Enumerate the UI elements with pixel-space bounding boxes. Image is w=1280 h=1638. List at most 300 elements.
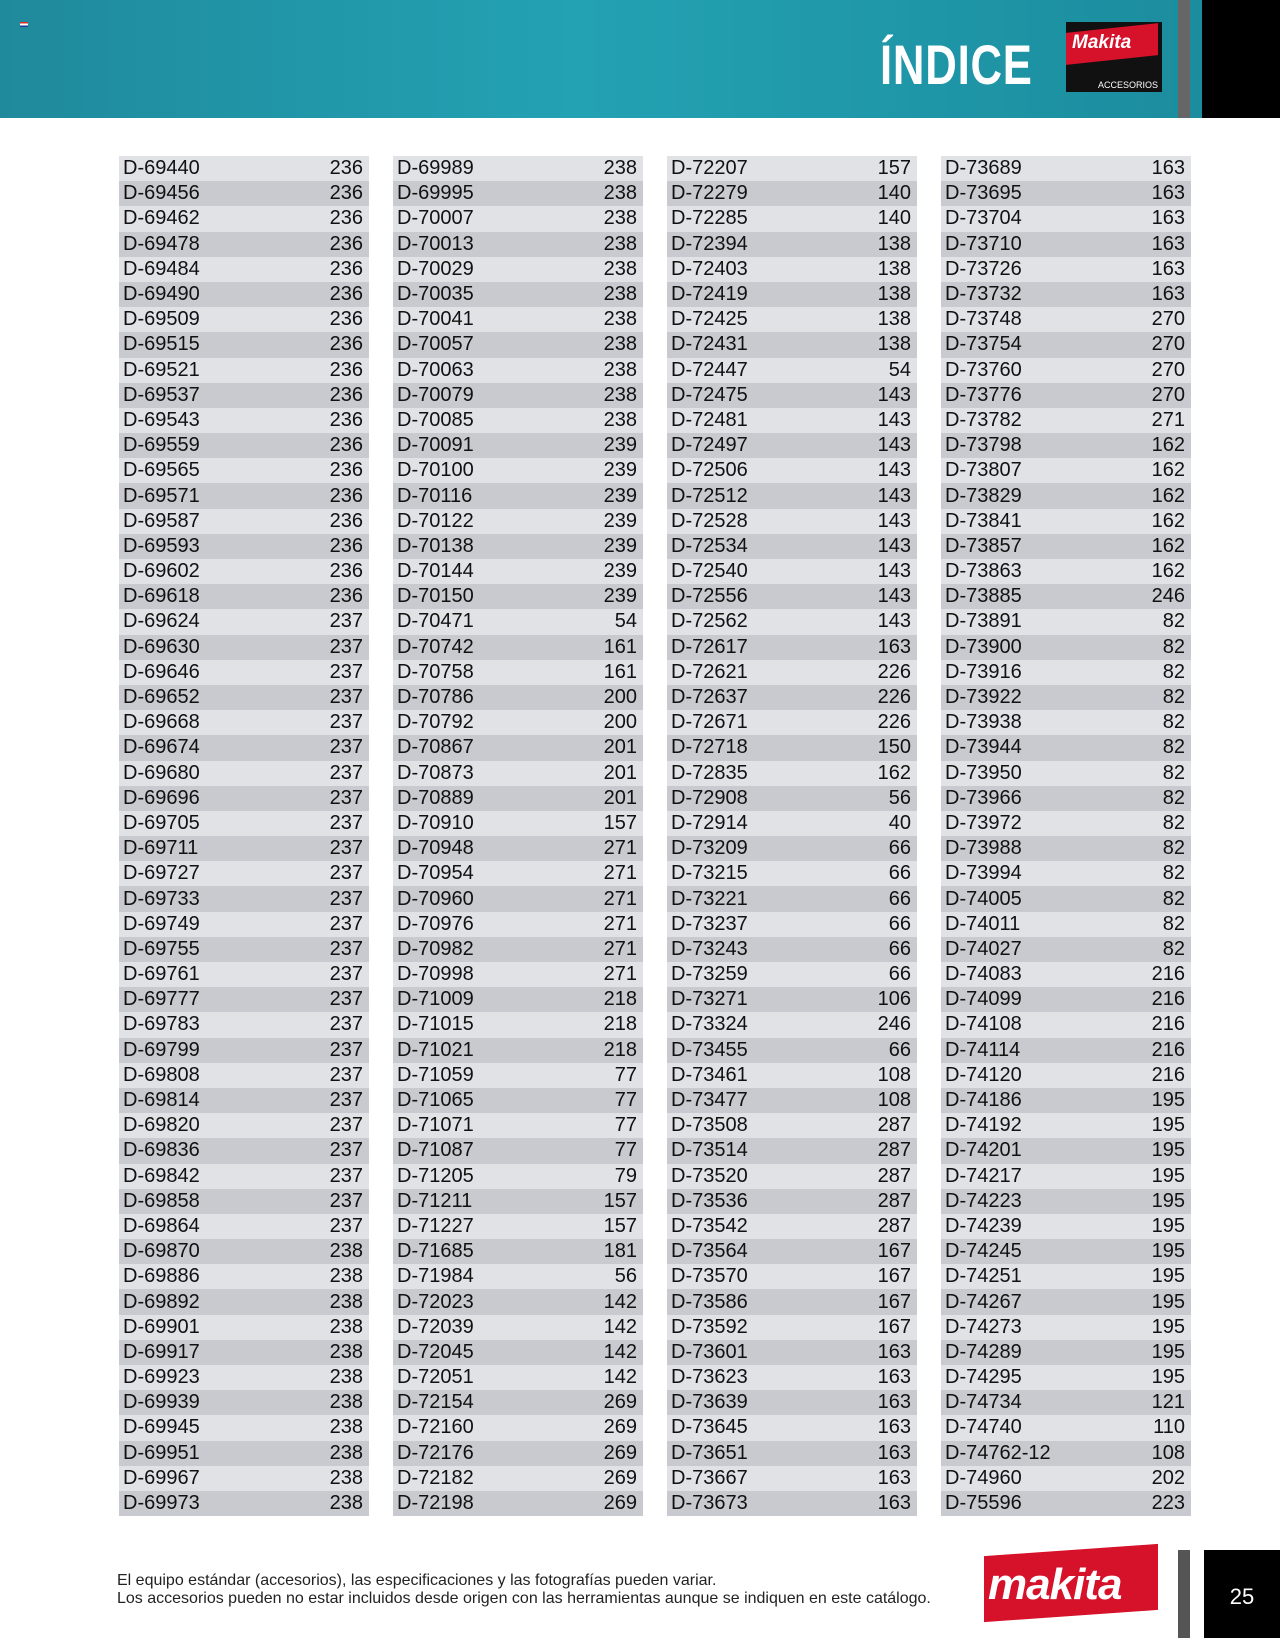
part-code: D-69624 bbox=[123, 610, 200, 633]
part-code: D-69995 bbox=[397, 182, 474, 205]
index-row bbox=[941, 559, 1191, 584]
index-row bbox=[119, 660, 369, 685]
index-row bbox=[667, 710, 917, 735]
part-code: D-69509 bbox=[123, 308, 200, 331]
index-row bbox=[941, 1415, 1191, 1440]
part-code: D-72039 bbox=[397, 1315, 474, 1338]
index-row bbox=[667, 1189, 917, 1214]
page-ref: 157 bbox=[603, 811, 637, 834]
part-code: D-69490 bbox=[123, 283, 200, 306]
part-code: D-74239 bbox=[945, 1214, 1022, 1237]
page-ref: 239 bbox=[603, 509, 637, 532]
index-row bbox=[393, 660, 643, 685]
part-code: D-72481 bbox=[671, 408, 748, 431]
index-row bbox=[393, 1466, 643, 1491]
index-row bbox=[393, 635, 643, 660]
page-ref: 270 bbox=[1151, 383, 1185, 406]
part-code: D-72556 bbox=[671, 585, 748, 608]
page-ref: 269 bbox=[603, 1492, 637, 1515]
index-row bbox=[667, 685, 917, 710]
page-ref: 77 bbox=[614, 1089, 637, 1112]
index-row bbox=[941, 1164, 1191, 1189]
page-ref: 239 bbox=[603, 459, 637, 482]
page-ref: 238 bbox=[329, 1466, 363, 1489]
page-ref: 162 bbox=[1151, 484, 1185, 507]
part-code: D-69565 bbox=[123, 459, 200, 482]
index-row bbox=[667, 912, 917, 937]
index-row bbox=[393, 1113, 643, 1138]
part-code: D-69587 bbox=[123, 509, 200, 532]
disclaimer-line-1: El equipo estándar (accesorios), las especificaciones y las fotografías pueden variar. bbox=[117, 1572, 717, 1589]
page-ref: 236 bbox=[329, 560, 363, 583]
page-ref: 163 bbox=[877, 1416, 911, 1439]
index-row bbox=[393, 1340, 643, 1365]
page-ref: 142 bbox=[603, 1340, 637, 1363]
index-row bbox=[119, 912, 369, 937]
index-row bbox=[119, 181, 369, 206]
part-code: D-74120 bbox=[945, 1063, 1022, 1086]
index-row bbox=[941, 383, 1191, 408]
index-row bbox=[667, 257, 917, 282]
index-row bbox=[393, 1415, 643, 1440]
index-row bbox=[119, 987, 369, 1012]
page-ref: 271 bbox=[603, 887, 637, 910]
page-ref: 82 bbox=[1162, 786, 1185, 809]
index-row bbox=[393, 1239, 643, 1264]
index-row bbox=[393, 332, 643, 357]
part-code: D-73477 bbox=[671, 1089, 748, 1112]
part-code: D-72419 bbox=[671, 283, 748, 306]
page-ref: 66 bbox=[888, 837, 911, 860]
page-ref: 108 bbox=[877, 1063, 911, 1086]
part-code: D-72182 bbox=[397, 1466, 474, 1489]
page-ref: 239 bbox=[603, 434, 637, 457]
part-code: D-73209 bbox=[671, 837, 748, 860]
index-row bbox=[667, 1315, 917, 1340]
index-row bbox=[667, 811, 917, 836]
page-ref: 82 bbox=[1162, 937, 1185, 960]
part-code: D-74762-12 bbox=[945, 1441, 1051, 1464]
page-ref: 237 bbox=[329, 660, 363, 683]
part-code: D-70976 bbox=[397, 912, 474, 935]
index-row bbox=[119, 1088, 369, 1113]
part-code: D-69696 bbox=[123, 786, 200, 809]
part-code: D-73704 bbox=[945, 207, 1022, 230]
index-row bbox=[119, 307, 369, 332]
page-ref: 236 bbox=[329, 358, 363, 381]
index-row bbox=[119, 1012, 369, 1037]
index-row bbox=[941, 1113, 1191, 1138]
page-ref: 195 bbox=[1151, 1315, 1185, 1338]
index-row bbox=[393, 1441, 643, 1466]
part-code: D-73667 bbox=[671, 1466, 748, 1489]
part-code: D-72425 bbox=[671, 308, 748, 331]
makita-logo-text: Makita bbox=[1072, 32, 1132, 53]
index-row bbox=[393, 358, 643, 383]
index-row bbox=[667, 1365, 917, 1390]
page-ref: 237 bbox=[329, 837, 363, 860]
part-code: D-71227 bbox=[397, 1214, 474, 1237]
index-row bbox=[667, 181, 917, 206]
index-row bbox=[941, 1315, 1191, 1340]
page-ref: 143 bbox=[877, 408, 911, 431]
part-code: D-69836 bbox=[123, 1139, 200, 1162]
index-row bbox=[393, 232, 643, 257]
page-ref: 195 bbox=[1151, 1366, 1185, 1389]
page-ref: 110 bbox=[1153, 1416, 1185, 1439]
part-code: D-70041 bbox=[397, 308, 474, 331]
index-row bbox=[119, 1441, 369, 1466]
index-row bbox=[119, 1365, 369, 1390]
index-row bbox=[119, 383, 369, 408]
part-code: D-72718 bbox=[671, 736, 748, 759]
part-code: D-73455 bbox=[671, 1038, 748, 1061]
page-ref: 161 bbox=[603, 660, 637, 683]
part-code: D-69652 bbox=[123, 686, 200, 709]
page-ref: 236 bbox=[329, 182, 363, 205]
page-ref: 40 bbox=[888, 811, 911, 834]
part-code: D-73754 bbox=[945, 333, 1022, 356]
page-ref: 236 bbox=[329, 232, 363, 255]
part-code: D-69668 bbox=[123, 711, 200, 734]
part-code: D-69886 bbox=[123, 1265, 200, 1288]
page-ref: 56 bbox=[614, 1265, 637, 1288]
part-code: D-72914 bbox=[671, 811, 748, 834]
page-ref: 163 bbox=[1151, 157, 1185, 180]
page-ref: 66 bbox=[888, 1038, 911, 1061]
part-code: D-73829 bbox=[945, 484, 1022, 507]
page-ref: 200 bbox=[603, 711, 637, 734]
page-ref: 106 bbox=[877, 988, 911, 1011]
page-ref: 150 bbox=[877, 736, 911, 759]
index-row bbox=[119, 559, 369, 584]
part-code: D-72540 bbox=[671, 560, 748, 583]
index-column-4 bbox=[941, 156, 1191, 1516]
index-row bbox=[119, 257, 369, 282]
part-code: D-70122 bbox=[397, 509, 474, 532]
part-code: D-75596 bbox=[945, 1492, 1022, 1515]
part-code: D-69755 bbox=[123, 937, 200, 960]
index-row bbox=[119, 1340, 369, 1365]
page-ref: 236 bbox=[329, 509, 363, 532]
part-code: D-73508 bbox=[671, 1114, 748, 1137]
page-ref: 270 bbox=[1151, 333, 1185, 356]
index-row bbox=[667, 735, 917, 760]
index-row bbox=[941, 635, 1191, 660]
index-row bbox=[667, 1113, 917, 1138]
index-row bbox=[941, 232, 1191, 257]
page-ref: 200 bbox=[603, 686, 637, 709]
part-code: D-70150 bbox=[397, 585, 474, 608]
page-ref: 238 bbox=[329, 1265, 363, 1288]
index-row bbox=[393, 1063, 643, 1088]
index-row bbox=[941, 1138, 1191, 1163]
page-ref: 138 bbox=[877, 283, 911, 306]
part-code: D-73988 bbox=[945, 837, 1022, 860]
index-row bbox=[667, 635, 917, 660]
page-ref: 237 bbox=[329, 1063, 363, 1086]
part-code: D-70792 bbox=[397, 711, 474, 734]
index-row bbox=[393, 1088, 643, 1113]
part-code: D-73748 bbox=[945, 308, 1022, 331]
part-code: D-70116 bbox=[397, 484, 473, 507]
index-row bbox=[393, 685, 643, 710]
page-ref: 195 bbox=[1151, 1265, 1185, 1288]
page-ref: 163 bbox=[877, 1492, 911, 1515]
index-row bbox=[667, 836, 917, 861]
page-ref: 143 bbox=[877, 383, 911, 406]
index-row bbox=[667, 1063, 917, 1088]
index-row bbox=[393, 786, 643, 811]
index-row bbox=[393, 383, 643, 408]
part-code: D-70013 bbox=[397, 232, 474, 255]
part-code: D-73916 bbox=[945, 660, 1022, 683]
page-ref: 82 bbox=[1162, 761, 1185, 784]
page-ref: 195 bbox=[1151, 1114, 1185, 1137]
index-row bbox=[941, 458, 1191, 483]
page-ref: 142 bbox=[603, 1290, 637, 1313]
index-row bbox=[393, 1491, 643, 1516]
page-ref: 218 bbox=[603, 1038, 637, 1061]
index-row bbox=[119, 836, 369, 861]
index-row bbox=[119, 1390, 369, 1415]
part-code: D-73732 bbox=[945, 283, 1022, 306]
page-ref: 237 bbox=[329, 686, 363, 709]
part-code: D-72528 bbox=[671, 509, 748, 532]
page-ref: 287 bbox=[877, 1164, 911, 1187]
page-ref: 271 bbox=[603, 963, 637, 986]
index-row bbox=[941, 156, 1191, 181]
part-code: D-69799 bbox=[123, 1038, 200, 1061]
part-code: D-73841 bbox=[945, 509, 1022, 532]
page-ref: 238 bbox=[603, 182, 637, 205]
index-row bbox=[119, 1491, 369, 1516]
index-row bbox=[393, 458, 643, 483]
part-code: D-73857 bbox=[945, 534, 1022, 557]
part-code: D-70742 bbox=[397, 635, 474, 658]
index-row bbox=[667, 761, 917, 786]
page-ref: 238 bbox=[603, 257, 637, 280]
page-ref: 167 bbox=[877, 1265, 911, 1288]
index-row bbox=[119, 1038, 369, 1063]
part-code: D-69462 bbox=[123, 207, 200, 230]
index-row bbox=[941, 257, 1191, 282]
header-black-block bbox=[1202, 0, 1280, 118]
page-ref: 82 bbox=[1162, 635, 1185, 658]
part-code: D-73695 bbox=[945, 182, 1022, 205]
index-row bbox=[941, 1214, 1191, 1239]
index-row bbox=[119, 1138, 369, 1163]
index-row bbox=[119, 408, 369, 433]
page-ref: 82 bbox=[1162, 736, 1185, 759]
page-ref: 82 bbox=[1162, 610, 1185, 633]
page-ref: 163 bbox=[1151, 182, 1185, 205]
part-code: D-73891 bbox=[945, 610, 1022, 633]
page-ref: 270 bbox=[1151, 308, 1185, 331]
index-row bbox=[941, 1441, 1191, 1466]
page-ref: 236 bbox=[329, 333, 363, 356]
page-ref: 236 bbox=[329, 207, 363, 230]
page-ref: 143 bbox=[877, 610, 911, 633]
part-code: D-72534 bbox=[671, 534, 748, 557]
index-row bbox=[119, 635, 369, 660]
index-row bbox=[119, 1239, 369, 1264]
index-row bbox=[667, 886, 917, 911]
part-code: D-73221 bbox=[671, 887, 748, 910]
part-code: D-73651 bbox=[671, 1441, 748, 1464]
index-row bbox=[667, 332, 917, 357]
page-ref: 66 bbox=[888, 862, 911, 885]
index-row bbox=[941, 408, 1191, 433]
index-row bbox=[941, 483, 1191, 508]
part-code: D-71211 bbox=[397, 1189, 473, 1212]
part-code: D-69537 bbox=[123, 383, 200, 406]
page-ref: 163 bbox=[877, 1366, 911, 1389]
page-ref: 238 bbox=[329, 1391, 363, 1414]
index-row bbox=[119, 206, 369, 231]
page-ref: 195 bbox=[1151, 1164, 1185, 1187]
part-code: D-74114 bbox=[945, 1038, 1021, 1061]
page-ref: 238 bbox=[329, 1315, 363, 1338]
page-ref: 271 bbox=[603, 937, 637, 960]
index-row bbox=[119, 1113, 369, 1138]
index-row bbox=[941, 886, 1191, 911]
part-code: D-74267 bbox=[945, 1290, 1022, 1313]
part-code: D-69521 bbox=[123, 358, 200, 381]
index-row bbox=[667, 1239, 917, 1264]
part-code: D-72497 bbox=[671, 434, 748, 457]
part-code: D-72671 bbox=[671, 711, 748, 734]
part-code: D-72562 bbox=[671, 610, 748, 633]
index-row bbox=[941, 1466, 1191, 1491]
page-ref: 202 bbox=[1151, 1466, 1185, 1489]
index-row bbox=[393, 886, 643, 911]
part-code: D-74734 bbox=[945, 1391, 1022, 1414]
part-code: D-74099 bbox=[945, 988, 1022, 1011]
part-code: D-73885 bbox=[945, 585, 1022, 608]
index-row bbox=[667, 383, 917, 408]
part-code: D-72621 bbox=[671, 660, 748, 683]
part-code: D-73461 bbox=[671, 1063, 748, 1086]
part-code: D-73570 bbox=[671, 1265, 748, 1288]
part-code: D-71015 bbox=[397, 1013, 474, 1036]
index-row bbox=[941, 1189, 1191, 1214]
index-row bbox=[393, 584, 643, 609]
part-code: D-69842 bbox=[123, 1164, 200, 1187]
index-row bbox=[941, 1365, 1191, 1390]
part-code: D-73639 bbox=[671, 1391, 748, 1414]
part-code: D-74289 bbox=[945, 1340, 1022, 1363]
index-row bbox=[667, 307, 917, 332]
index-row bbox=[667, 609, 917, 634]
part-code: D-72431 bbox=[671, 333, 748, 356]
index-row bbox=[941, 433, 1191, 458]
page-ref: 216 bbox=[1151, 988, 1185, 1011]
part-code: D-71009 bbox=[397, 988, 474, 1011]
index-row bbox=[667, 1012, 917, 1037]
part-code: D-73966 bbox=[945, 786, 1022, 809]
page-header bbox=[0, 0, 1280, 118]
part-code: D-69917 bbox=[123, 1340, 200, 1363]
page-ref: 226 bbox=[877, 660, 911, 683]
index-row bbox=[941, 937, 1191, 962]
page-ref: 162 bbox=[1151, 434, 1185, 457]
part-code: D-73215 bbox=[671, 862, 748, 885]
page-ref: 226 bbox=[877, 686, 911, 709]
page-ref: 269 bbox=[603, 1466, 637, 1489]
part-code: D-73900 bbox=[945, 635, 1022, 658]
part-code: D-69705 bbox=[123, 811, 200, 834]
index-row bbox=[119, 811, 369, 836]
page-ref: 82 bbox=[1162, 912, 1185, 935]
part-code: D-69515 bbox=[123, 333, 200, 356]
page-ref: 237 bbox=[329, 635, 363, 658]
part-code: D-73950 bbox=[945, 761, 1022, 784]
page-ref: 157 bbox=[603, 1189, 637, 1212]
page-ref: 238 bbox=[329, 1366, 363, 1389]
part-code: D-72637 bbox=[671, 686, 748, 709]
part-code: D-73798 bbox=[945, 434, 1022, 457]
part-code: D-69440 bbox=[123, 157, 200, 180]
part-code: D-70948 bbox=[397, 837, 474, 860]
part-code: D-72279 bbox=[671, 182, 748, 205]
part-code: D-72475 bbox=[671, 383, 748, 406]
part-code: D-69761 bbox=[123, 963, 200, 986]
index-row bbox=[941, 282, 1191, 307]
page-ref: 162 bbox=[1151, 459, 1185, 482]
index-row bbox=[941, 861, 1191, 886]
index-row bbox=[119, 761, 369, 786]
index-row bbox=[119, 861, 369, 886]
part-code: D-69733 bbox=[123, 887, 200, 910]
page-ref: 239 bbox=[603, 484, 637, 507]
part-code: D-71984 bbox=[397, 1265, 474, 1288]
page-ref: 77 bbox=[614, 1114, 637, 1137]
page-ref: 238 bbox=[329, 1340, 363, 1363]
page-ref: 237 bbox=[329, 963, 363, 986]
part-code: D-73586 bbox=[671, 1290, 748, 1313]
page-ref: 237 bbox=[329, 811, 363, 834]
index-row bbox=[393, 559, 643, 584]
page-ref: 163 bbox=[877, 1441, 911, 1464]
footer-stripe bbox=[1178, 1550, 1190, 1638]
part-code: D-71071 bbox=[397, 1114, 474, 1137]
page-ref: 238 bbox=[603, 232, 637, 255]
part-code: D-74273 bbox=[945, 1315, 1022, 1338]
index-row bbox=[667, 458, 917, 483]
index-row bbox=[119, 1466, 369, 1491]
index-row bbox=[119, 1415, 369, 1440]
index-row bbox=[393, 1264, 643, 1289]
page-ref: 237 bbox=[329, 736, 363, 759]
index-row bbox=[941, 1239, 1191, 1264]
page-ref: 218 bbox=[603, 988, 637, 1011]
index-row bbox=[667, 483, 917, 508]
index-row bbox=[119, 509, 369, 534]
part-code: D-74960 bbox=[945, 1466, 1022, 1489]
part-code: D-70007 bbox=[397, 207, 474, 230]
part-code: D-73542 bbox=[671, 1214, 748, 1237]
page-ref: 54 bbox=[614, 610, 637, 633]
index-row bbox=[941, 660, 1191, 685]
page-ref: 142 bbox=[603, 1315, 637, 1338]
part-code: D-71685 bbox=[397, 1240, 474, 1263]
index-row bbox=[941, 1088, 1191, 1113]
page-ref: 239 bbox=[603, 534, 637, 557]
part-code: D-72447 bbox=[671, 358, 748, 381]
part-code: D-73760 bbox=[945, 358, 1022, 381]
index-row bbox=[119, 786, 369, 811]
